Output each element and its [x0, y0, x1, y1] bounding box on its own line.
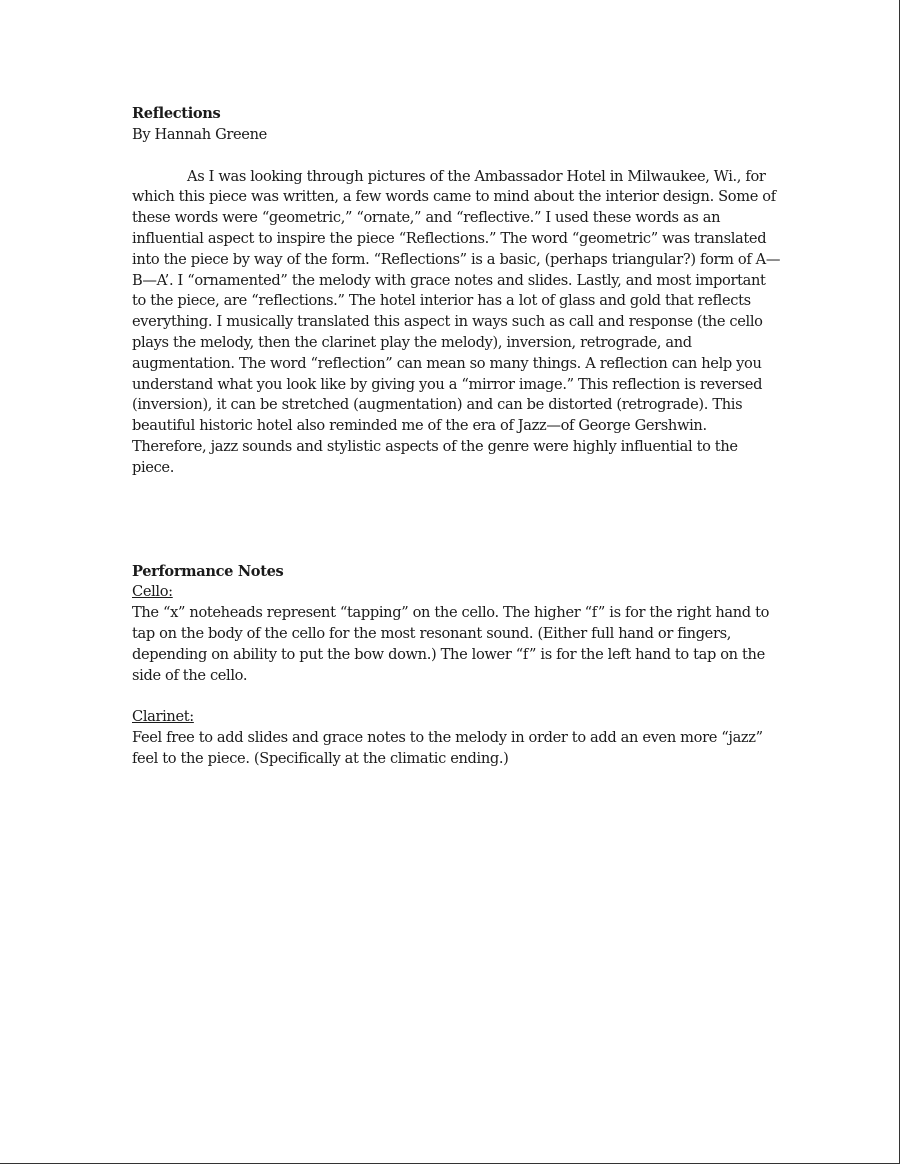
essay-paragraph: As I was looking through pictures of the Ambassador Hotel in Milwaukee, Wi., for which this piece was written, a few words came to mind about the interior design. Some of these words were “geometric,” “ornate,” and “reflective.” I used these words as an influential aspect to inspire the piece “Reflections.” The word “geometric” was translated into the piece by way of the form. “Reflections” is a basic, (perhaps triangular?) form of A—B—A’. I “ornamented” the melody with grace notes and slides. Lastly, and most important to the piece, are “reflections.” The hotel interior has a lot of glass and gold that reflects everything. I musically translated this aspect in ways such as call and response (the cello plays the melody, then the clarinet play the melody), inversion, retrograde, and augmentation. The word “reflection” can mean so many things. A reflection can help you understand what you look like by giving you a “mirror image.” This reflection is reversed (inversion), it can be stretched (augmentation) and can be distorted (retrograde). This beautiful historic hotel also reminded me of the era of Jazz—of George Gershwin. Therefore, jazz sounds and stylistic aspects of the genre were highly influential to the piece.	[132, 167, 781, 476]
cello-subheading: Cello:	[132, 583, 173, 601]
section-spacer	[132, 686, 782, 707]
cello-notes-paragraph: The “x” noteheads represent “tapping” on the cello. The higher “f” is for the right hand to tap on the body of the cello for the most resonant sound. (Either full hand or fingers, depending on ability to put the bow down.) The lower “f” is for the left hand to tap on the side of the cello.	[132, 604, 770, 684]
clarinet-subheading: Clarinet:	[132, 708, 194, 726]
document-content	[132, 104, 782, 770]
clarinet-notes-paragraph: Feel free to add slides and grace notes to the melody in order to add an even more “jazz” feel to the piece. (Specifically at the climatic ending.)	[132, 729, 763, 767]
document-title: Reflections	[132, 105, 221, 122]
document-author: By Hannah Greene	[132, 125, 267, 143]
performance-notes-heading: Performance Notes	[132, 562, 284, 580]
